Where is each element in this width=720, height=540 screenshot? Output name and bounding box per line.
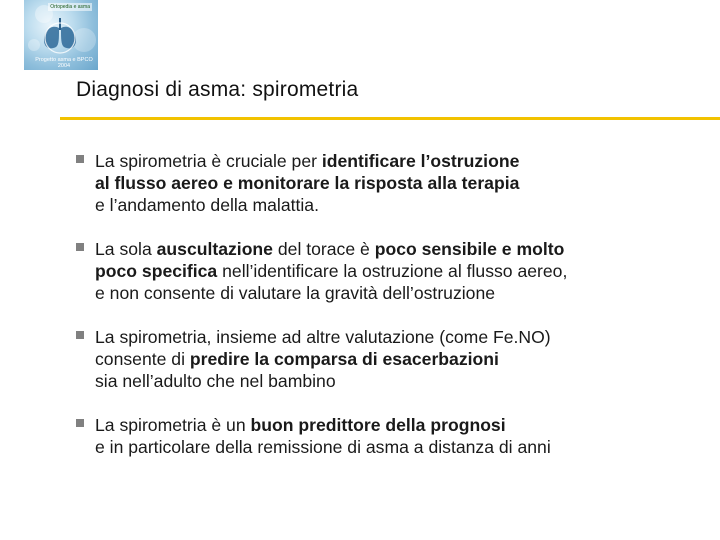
logo-badge: Ortopedia e asma xyxy=(50,4,90,10)
bullet-item xyxy=(76,414,716,458)
bullet-text: nell’identificare la ostruzione al flusso aereo, xyxy=(217,261,568,281)
bullet-text: La sola xyxy=(95,239,157,259)
bullet-square-icon xyxy=(76,331,84,339)
bullet-text: del torace è xyxy=(272,239,375,259)
bullet-text: La spirometria è cruciale per xyxy=(95,151,322,171)
bullet-text: La spirometria è un xyxy=(95,415,251,435)
logo-image xyxy=(24,0,98,70)
slide-title: Diagnosi di asma: spirometria xyxy=(76,78,359,101)
bullet-item xyxy=(76,238,716,304)
bullet-item xyxy=(76,326,716,392)
bullet-emphasis: poco specifica xyxy=(95,261,218,281)
bullet-emphasis: al flusso aereo e monitorare la risposta alla terapia xyxy=(95,173,520,193)
bullet-square-icon xyxy=(76,243,84,251)
bullet-text: consente di xyxy=(95,349,190,369)
bullet-emphasis: buon predittore della prognosi xyxy=(250,415,506,435)
logo-caption: Progetto asma e BPCO 2004 xyxy=(35,57,93,69)
bullet-emphasis: auscultazione xyxy=(156,239,273,259)
bullet-text: e in particolare della remissione di asma a distanza di anni xyxy=(95,437,551,457)
bullet-list xyxy=(76,150,716,480)
bullet-text: e l’andamento della malattia. xyxy=(95,195,319,215)
bullet-item xyxy=(76,150,716,216)
bullet-text: La spirometria, insieme ad altre valutazione (come Fe.NO) xyxy=(95,327,551,347)
title-divider xyxy=(60,117,720,120)
bullet-emphasis: identificare l’ostruzione xyxy=(321,151,520,171)
bullet-text: e non consente di valutare la gravità dell’ostruzione xyxy=(95,283,496,303)
bullet-emphasis: predire la comparsa di esacerbazioni xyxy=(189,349,499,369)
bullet-emphasis: poco sensibile e molto xyxy=(374,239,565,259)
bullet-text: sia nell’adulto che nel bambino xyxy=(95,371,336,391)
bullet-square-icon xyxy=(76,419,84,427)
bullet-square-icon xyxy=(76,155,84,163)
